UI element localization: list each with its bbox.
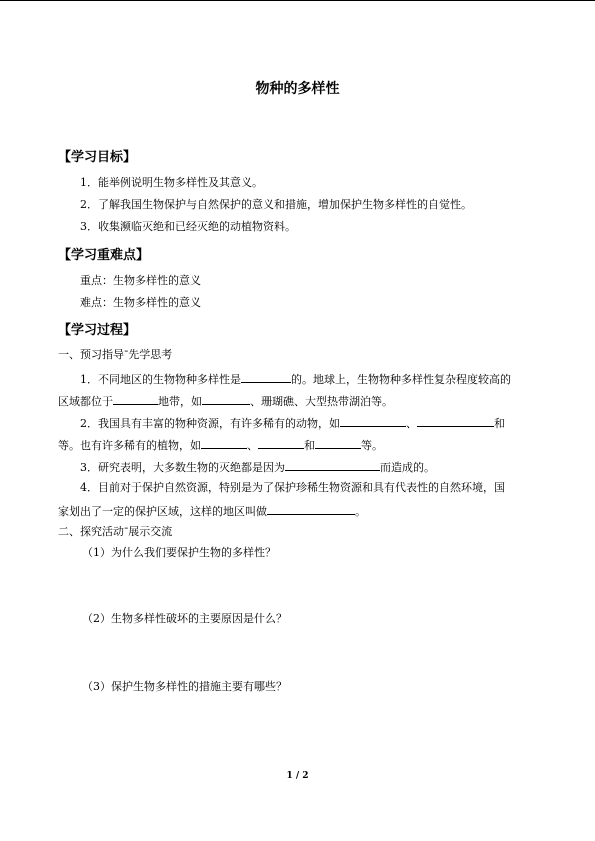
answer-blank[interactable] xyxy=(340,415,406,427)
answer-blank[interactable] xyxy=(258,437,304,449)
question-4-line-2: 家划出了一定的保护区域，这样的地区叫做 。 xyxy=(58,505,366,518)
answer-blank[interactable] xyxy=(267,503,355,515)
question-2-line-2: 等。也有许多稀有的植物，如 、 和 等。 xyxy=(58,439,383,452)
discussion-question-2: （2）生物多样性破坏的主要原因是什么？ xyxy=(82,612,287,625)
discussion-question-1: （1）为什么我们要保护生物的多样性？ xyxy=(82,546,276,559)
answer-blank[interactable] xyxy=(241,371,291,383)
section-heading-process: 【学习过程】 xyxy=(58,323,137,338)
key-point-important: 重点：生物多样性的意义 xyxy=(80,274,201,287)
goal-item-2: 2．了解我国生物保护与自然保护的意义和措施，增加保护生物多样性的自觉性。 xyxy=(80,198,472,211)
section-heading-goals: 【学习目标】 xyxy=(58,150,137,165)
section-heading-key-points: 【学习重难点】 xyxy=(58,248,150,263)
key-point-difficult: 难点：生物多样性的意义 xyxy=(80,296,201,309)
question-3: 3．研究表明，大多数生物的灭绝都是因为 而造成的。 xyxy=(80,461,435,474)
document-title: 物种的多样性 xyxy=(255,81,340,97)
answer-blank[interactable] xyxy=(417,415,494,427)
question-1-line-1: 1．不同地区的生物物种多样性是 的。地球上，生物物种多样性复杂程度较高的 xyxy=(80,373,511,386)
answer-blank[interactable] xyxy=(202,393,250,405)
question-1-line-2: 区域都位于 地带，如 、珊瑚礁、大型热带湖泊等。 xyxy=(58,395,393,408)
discussion-question-3: （3）保护生物多样性的措施主要有哪些？ xyxy=(82,680,287,693)
question-2-line-1: 2．我国具有丰富的物种资源，有许多稀有的动物，如 、 和 xyxy=(80,417,505,430)
answer-blank[interactable] xyxy=(315,437,361,449)
goal-item-1: 1．能举例说明生物多样性及其意义。 xyxy=(80,176,263,189)
answer-blank[interactable] xyxy=(113,393,158,405)
page-number: 1 / 2 xyxy=(286,771,309,781)
answer-blank[interactable] xyxy=(201,437,247,449)
question-4-line-1: 4．目前对于保护自然资源，特别是为了保护珍稀生物资源和具有代表性的自然环境，国 xyxy=(80,481,505,494)
goal-item-3: 3．收集濒临灭绝和已经灭绝的动植物资料。 xyxy=(80,220,296,233)
answer-blank[interactable] xyxy=(285,459,380,471)
part2-heading: 二、探究活动־展示交流 xyxy=(58,525,173,538)
part1-heading: 一、预习指导־先学思考 xyxy=(58,348,173,361)
